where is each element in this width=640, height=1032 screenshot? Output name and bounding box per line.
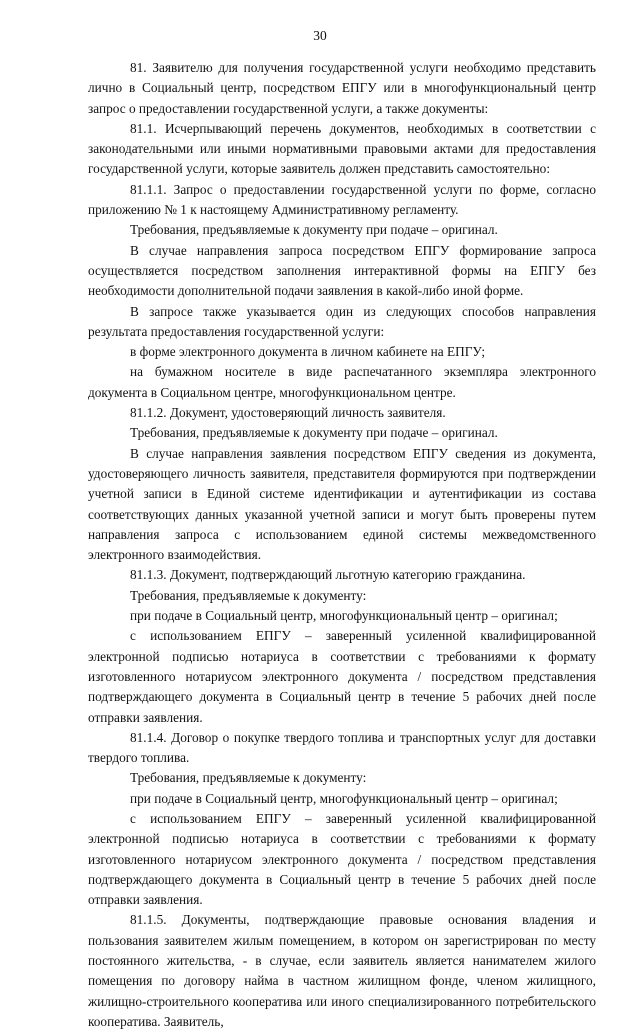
paragraph: 81.1.4. Договор о покупке твердого топлива и транспортных услуг для доставки твердого топлива. xyxy=(88,729,596,766)
page-number: 30 xyxy=(313,28,327,43)
paragraph: 81.1.5. Документы, подтверждающие правовые основания владения и пользования заявителем жилым помещением, в котором он зарегистрирован по месту постоянного жительства, - в случае, если заявитель является нанимателем жилого помещения по договору найма в частном жилищном фонде, членом жилищного, жилищно-строительного кооператива или иного специализированного потребительского кооператива. Заявитель, xyxy=(88,912,596,1029)
paragraph: при подаче в Социальный центр, многофункциональный центр – оригинал; xyxy=(130,608,558,624)
paragraph: В запросе также указывается один из следующих способов направления результата предоставления государственной услуги: xyxy=(88,303,596,339)
paragraph: Требования, предъявляемые к документу при подаче – оригинал. xyxy=(130,425,498,441)
paragraph: В случае направления заявления посредством ЕПГУ сведения из документа, удостоверяющего личность заявителя, представителя формируются при подтверждении учетной записи в Единой системе идентификации и аутентификации из состава соответствующих данных указанной учетной записи и могут быть проверены путем направления запроса с использованием единой системы межведомственного электронного взаимодействия. xyxy=(88,445,596,563)
paragraph: 81.1. Исчерпывающий перечень документов, необходимых в соответствии с законодательными или иными нормативными правовыми актами для предоставления государственной услуги, которые заявитель должен представить самостоятельно: xyxy=(88,120,596,177)
paragraph: в форме электронного документа в личном кабинете на ЕПГУ; xyxy=(130,344,486,360)
paragraph: 81. Заявителю для получения государственной услуги необходимо представить лично в Социальный центр, посредством ЕПГУ или в многофункциональный центр запрос о предоставлении государственной услуги, а также документы: xyxy=(88,60,596,116)
paragraph: 81.1.2. Документ, удостоверяющий личность заявителя. xyxy=(130,405,446,421)
paragraph: 81.1.3. Документ, подтверждающий льготную категорию гражданина. xyxy=(130,567,526,583)
paragraph: 81.1.1. Запрос о предоставлении государственной услуги по форме, согласно приложению № 1 к настоящему Административному регламенту. xyxy=(88,181,596,218)
paragraph: Требования, предъявляемые к документу при подаче – оригинал. xyxy=(130,222,498,238)
paragraph: Требования, предъявляемые к документу: xyxy=(130,770,367,786)
paragraph: на бумажном носителе в виде распечатанного экземпляра электронного документа в Социальном центре, многофункциональном центре. xyxy=(88,364,596,400)
paragraph: Требования, предъявляемые к документу: xyxy=(130,587,367,603)
document-body xyxy=(88,58,596,1032)
paragraph: с использованием ЕПГУ – заверенный усиленной квалифицированной электронной подписью нотариуса в соответствии с требованиями к формату изготовленного нотариусом электронного документа / посредством представления подтверждающего документа в Социальный центр в течение 5 рабочих дней после отправки заявления. xyxy=(88,628,596,725)
paragraph: с использованием ЕПГУ – заверенный усиленной квалифицированной электронной подписью нотариуса в соответствии с требованиями к формату изготовленного нотариусом электронного документа / посредством представления подтверждающего документа в Социальный центр в течение 5 рабочих дней после отправки заявления. xyxy=(88,810,596,908)
paragraph: В случае направления запроса посредством ЕПГУ формирование запроса осуществляется посредством заполнения интерактивной формы на ЕПГУ без необходимости дополнительной подачи заявления в какой-либо иной форме. xyxy=(88,242,596,299)
paragraph: при подаче в Социальный центр, многофункциональный центр – оригинал; xyxy=(130,790,558,806)
